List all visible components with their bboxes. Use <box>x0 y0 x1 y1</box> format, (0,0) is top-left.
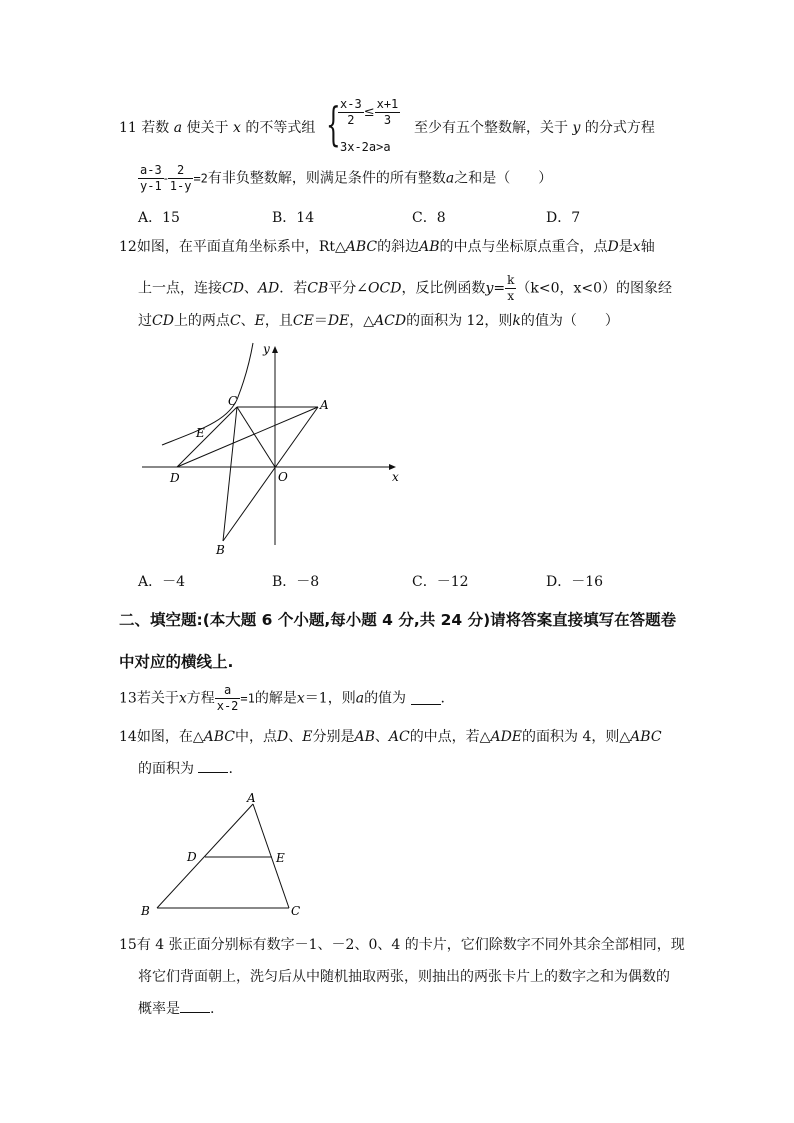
q13-answer-blank[interactable] <box>411 692 441 705</box>
q12-option-a[interactable]: A．－4 <box>138 574 186 590</box>
q11-var-y: y <box>572 120 581 136</box>
q11-var-a: a <box>173 120 183 136</box>
q12-option-d[interactable]: D．－16 <box>546 574 604 590</box>
q11-intro-b: 使关于 <box>186 120 229 136</box>
label-E: E <box>276 851 285 865</box>
q11-var-x: x <box>233 120 241 136</box>
q13-line: 13若关于x方程 $\frac{a}{x-2}$ =1的解是x＝1，则a的值为 . <box>119 683 445 713</box>
q11-ineq1-right-fraction: $\frac{x+1}{3}$ <box>376 97 399 127</box>
segment-CO <box>237 407 275 467</box>
hyperbola-curve <box>162 343 253 445</box>
q11-inequality-1 <box>338 97 400 128</box>
q11-inequality-2: 3x-2a>a <box>340 140 391 154</box>
q12-line2: 上一点，连接CD、AD．若CB平分∠OCD，反比例函数y= $\frac{k}{x}$ （k<0，x<0）的图象经 <box>138 273 673 303</box>
q11-system-brace: { <box>326 97 341 151</box>
q11-intro-c: 的不等式组 <box>245 120 316 136</box>
label-B: B <box>216 543 225 557</box>
q13-number: 13 <box>119 690 137 707</box>
section2-heading-line2: 中对应的横线上. <box>119 653 234 671</box>
label-C: C <box>291 904 301 918</box>
q14-line1: 14如图，在△ABC中，点D、E分别是AB、AC的中点，若△ADE的面积为 4，则△ABC <box>119 729 662 745</box>
q11-ineq1-sign: ≤ <box>363 105 375 120</box>
label-A: A <box>320 398 329 412</box>
q15-line3: 概率是 . <box>138 1001 215 1017</box>
label-y: y <box>263 342 270 356</box>
q11-option-c[interactable]: C．8 <box>412 210 446 226</box>
segment-DC <box>177 407 237 467</box>
q12-number: 12 <box>119 239 137 255</box>
q11-after-system: 至少有五个整数解，关于 y 的分式方程 <box>414 120 655 136</box>
label-A: A <box>247 791 256 805</box>
q12-figure <box>130 335 420 565</box>
segment-CB <box>223 407 237 541</box>
q12-option-c[interactable]: C．－12 <box>412 574 469 590</box>
q14-number: 14 <box>119 729 137 745</box>
q15-line1: 15有 4 张正面分别标有数字－1、－2、0、4 的卡片，它们除数字不同外其余全部相同，现 <box>119 937 685 953</box>
segment-AB <box>157 804 253 908</box>
q13-fraction: $\frac{a}{x-2}$ <box>216 683 239 713</box>
q12-line3: 过CD上的两点C、E，且CE＝DE，△ACD的面积为 12，则k的值为（ ） <box>138 313 619 329</box>
q11-eq-fraction-2: $\frac{2}{1-y}$ <box>169 163 192 193</box>
label-C: C <box>228 394 238 408</box>
label-O: O <box>278 470 288 484</box>
q14-figure <box>135 790 315 920</box>
q11-intro-a: 若数 <box>141 120 170 136</box>
q15-answer-blank[interactable] <box>180 1000 210 1013</box>
q12-option-b[interactable]: B．－8 <box>272 574 320 590</box>
q11-option-d[interactable]: D．7 <box>546 210 581 226</box>
q11-option-a[interactable]: A．15 <box>138 210 180 226</box>
q14-answer-blank[interactable] <box>198 760 228 773</box>
label-x: x <box>392 470 399 484</box>
label-D: D <box>170 471 180 485</box>
q14-line2: 的面积为 . <box>138 761 233 777</box>
q15-line2: 将它们背面朝上，洗匀后从中随机抽取两张，则抽出的两张卡片上的数字之和为偶数的 <box>138 969 670 985</box>
q12-line1: 12如图，在平面直角坐标系中，Rt△ABC的斜边AB的中点与坐标原点重合，点D是x轴 <box>119 239 655 255</box>
q11-ineq1-left-fraction: $\frac{x-3}{2}$ <box>340 97 362 127</box>
label-D: D <box>187 850 197 864</box>
section2-heading-line1: 二、填空题:(本大题 6 个小题,每小题 4 分,共 24 分)请将答案直接填写在答题卷 <box>119 611 677 629</box>
q12-k-over-x: $\frac{k}{x}$ <box>507 273 515 303</box>
label-E: E <box>196 426 205 440</box>
q11-eq-fraction-1: $\frac{a-3}{y-1}$ <box>140 163 162 193</box>
q15-number: 15 <box>119 937 137 953</box>
label-B: B <box>141 904 150 918</box>
q11-option-b[interactable]: B．14 <box>272 210 315 226</box>
q11-number: 11 <box>119 120 137 136</box>
q11-line2: $\frac{a-3}{y-1}$ - $\frac{2}{1-y}$ =2有非负整数解，则满足条件的所有整数a之和是（ ） <box>140 163 553 193</box>
q11-line1 <box>119 119 315 137</box>
